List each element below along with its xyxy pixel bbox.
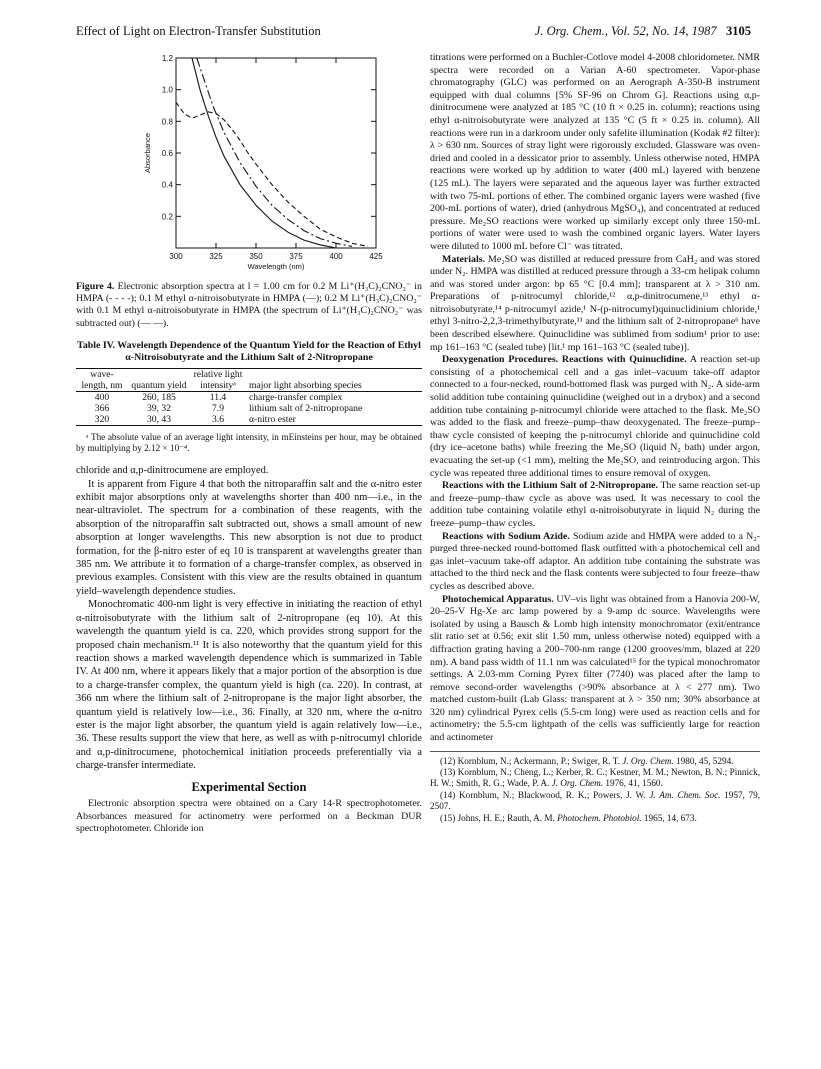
spectrum-line-dash-dot: [197, 58, 352, 246]
x-axis-label: Wavelength (nm): [247, 262, 305, 271]
x-tick-label: 300: [169, 252, 183, 261]
table-cell: 11.4: [209, 391, 227, 403]
body-paragraph: It is apparent from Figure 4 that both the nitroparaffin salt and the α-nitro ester exhibit major absorptions only at wavelengths shorter than 400 nm—i.e., in the near-ultraviolet. The spectrum for a combination of these reagents, with the absorption of the nitroparaffin salt subtracted out, shows a small amount of new absorption at longer wavelengths. This new absorption is not due to product formation, for the β-nitro ester of eq 10 is transparent at wavelengths greater than 385 nm. We attribute it to formation of a charge-transfer complex, as observed in previous examples. Consistent with this view are the results obtained in quantum yield–wavelength dependence studies.: [76, 478, 422, 597]
table-row: [76, 391, 422, 403]
y-tick-label: 0.6: [161, 149, 173, 158]
table-header-intensity: relative light intensityᵃ: [193, 368, 243, 391]
paragraph-text: UV–vis light was obtained from a Hanovia 200-W, 20–25-V Hg-Xe arc lamp powered by a 9-amp dc source. Wavelengths were isolated by using a Bausch & Lomb high intensity monochromator (exit/entrance slit ratio set at 0.56; exit slit 1.50 mm, unless otherwise noted) equipped with a diffraction grating having a 200–700-nm range (1200 grooves/mm, blazed at 220 nm). A band pass width of 11.1 nm was calculated¹⁵ for the typical monochromator settings. A 2.03-mm Corning Pyrex filter (7740) was placed after the lamp to remove second-order wavelengths (>90% absorbance at λ < 277 nm). Two matched custom-built (Lab Glass: transparent at λ > 350 nm; 30% absorbance at 320 nm) cylindrical Pyrex cells (5.5-cm long) were used as reaction cells and for actinometry; the 5.5-cm lightpath of the cells was sufficiently large for reaction and actinometer: [430, 593, 760, 744]
run-in-heading: Reactions with the Lithium Salt of 2-Nitropropane.: [442, 480, 659, 492]
right-column: [430, 52, 760, 824]
run-in-heading: Photochemical Apparatus.: [442, 593, 554, 605]
paragraph-text: Me₂SO was distilled at reduced pressure from CaH₂ and was stored under N₂. HMPA was distilled at reduced pressure through a 33-cm helipak column and was stored under argon: bp 65 °C [0.4 mm]; transparent at λ > 310 nm. Preparations of p-nitrocumyl chloride,¹² α,p-dinitrocumene,¹³ ethyl α-nitroisobutyrate,¹⁴ p-nitrocumyl azide,¹ N-(p-nitrocumyl)quinuclidinium chloride,¹ ethyl 3-nitro-2,2,3-trimethylbutyrate,¹¹ and the lithium salt of 2-nitropropane⁶ have been described elsewhere. Quinuclidine was sublimed from sodium¹ prior to use: mp 161–163 °C (sealed tube) [lit.¹ mp 161–163 °C (sealed tube)].: [430, 253, 760, 353]
reference-journal: J. Org. Chem.: [622, 755, 674, 766]
reference-journal: Photochem. Photobiol.: [557, 812, 642, 823]
figure-caption: [76, 281, 422, 330]
table-cell: 30, 43: [147, 413, 171, 425]
table-cell: charge-transfer complex: [249, 391, 343, 403]
figure-label: Figure 4.: [76, 281, 115, 292]
body-paragraph: chloride and α,p-dinitrocumene are employed.: [76, 465, 269, 477]
table-cell: 366: [94, 402, 110, 414]
reference-details: 1980, 45, 5294.: [673, 755, 734, 766]
reference-authors: (12) Kornblum, N.; Ackermann, P.; Swiger, R. T.: [440, 755, 623, 766]
paragraph-text: A reaction set-up consisting of a photochemical cell and a gas inlet–vacuum take-off adaptor connected to a four-necked, round-bottomed flask was purged with N₂. A side-arm solid addition tube containing quinuclidine (weighed out in a drybox) and a second addition tube containing p-nitrocumyl chloride were attached to the flask. Me₂SO was added to the flask and freeze–pump–thaw deoxygenated. The freeze–pump–thaw cycle consisted of keeping the p-nitrocumyl chloride and quinuclidine cold (dry ice–acetone baths) while freezing the Me₂SO (liquid N₂ bath) under argon, evacuating the set-up (<1 mm), melting the Me₂SO, and reintroducing argon. This cycle was repeated three additional times to ensure removal of oxygen.: [430, 354, 760, 479]
left-column: [76, 52, 422, 836]
table-header-species: major light absorbing species: [249, 379, 362, 391]
table-header-quantum-yield: quantum yield: [131, 379, 187, 391]
table-row: [76, 414, 422, 426]
body-paragraph: [430, 594, 760, 745]
body-paragraph: Monochromatic 400-nm light is very effective in initiating the reaction of ethyl α-nitroisobutyrate with the lithium salt of 2-nitropropane (eq 10). At this wavelength the quantum yield is ca. 220, which provides strong support for the proposed chain mechanism.¹¹ It is also noteworthy that the quantum yield for this reaction shows a marked wavelength dependence which is summarized in Table IV. At 400 nm, where it appears likely that a major portion of the absorption is due to a charge-transfer complex, the quantum yield is high (ca. 220). In contrast, at 366 nm where the lithium salt of 2-nitropropane is the major light absorber, the quantum yield is relatively low—i.e., 36. Finally, at 320 nm, where the α-nitro ester is the major light absorber, the quantum yield is again relatively low—i.e., 36. These results support the view that here, as well as with p-nitrocumyl chloride and α,p-dinitrocumene, photochemical initiation proceeds preferentially via a charge-transfer intermediate.: [76, 599, 422, 772]
y-axis-label: Absorbance: [143, 132, 152, 174]
reference-item: [430, 790, 760, 813]
reference-details: 1965, 14, 673.: [641, 812, 697, 823]
journal-citation: [535, 24, 751, 39]
y-tick-label: 0.8: [161, 117, 173, 127]
reference-item: [430, 767, 760, 790]
body-paragraph: [430, 531, 760, 594]
run-in-heading: Reactions with Sodium Azide.: [442, 530, 570, 542]
body-paragraph: Electronic absorption spectra were obtained on a Cary 14-R spectrophotometer. Absorbances measured for actinometry were performed on a Beckman DUR spectrophotometer. Chloride ion: [76, 797, 422, 835]
table-header-wavelength: wave-length, nm: [81, 368, 123, 391]
reference-authors: (14) Kornblum, N.; Blackwood, R. K.; Powers, J. W.: [440, 789, 650, 800]
reference-journal: J. Am. Chem. Soc.: [649, 789, 721, 800]
reference-authors: (13) Kornblum, N.; Cheng, L.; Kerber, R. C.; Kestner, M. M.; Newton, B. N.; Pinnick, H. W.; Smith, R. G.; Wade, P. A.: [430, 767, 760, 789]
spectrum-line-dashed: [176, 102, 368, 246]
table-cell: 320: [94, 413, 110, 425]
references: [430, 751, 760, 824]
run-in-heading: Deoxygenation Procedures. Reactions with Quinuclidine.: [442, 354, 687, 366]
body-paragraph: [430, 480, 760, 530]
reference-journal: J. Org. Chem.: [551, 778, 604, 789]
paragraph-text: titrations were performed on a Buchler-Cotlove model 4-2008 chloridometer. NMR spectra were recorded on a Varian A-60 spectrometer. Vapor-phase chromatography (GLC) was performed on an Aerograph A-350-B instrument equipped with dual columns [5% SF-96 on Chrom G]. Reactions using α,p-dinitrocumene were analyzed at 185 °C (10 ft × 0.25 in. column); reactions using ethyl α-nitroisobutyrate were analyzed at 135 °C (5 ft × 0.25 in. column). All reactions were run in a darkroom under only safelite illumination (Kodak #2 filter): λ > 630 nm. Sources of stray light were rigorously excluded. Glassware was oven-dried and cooled in a dessicator prior to assembly. Unless otherwise noted, HMPA reactions were worked up by addition to water (400 mL) layered with benzene (125 mL). The layers were separated and the aqueous layer was further extracted with two 75-mL portions of ether. The combined organic layers were washed (five 200-mL portions of water), dried (anhydrous MgSO₄), and concentrated at reduced pressure. Me₂SO reactions were worked up similarly except only three 150-mL portions of water were used to wash the combined organic layers. Water layers were diluted to 1000 mL before Cl⁻ was titrated.: [430, 52, 760, 252]
table-cell: 260, 185: [142, 391, 176, 403]
body-paragraph: [430, 354, 760, 480]
y-tick-label: 1.2: [161, 54, 173, 63]
journal-name: J. Org. Chem., Vol. 52, No. 14, 1987: [534, 24, 717, 38]
running-title: Effect of Light on Electron-Transfer Substitution: [76, 24, 321, 38]
reference-authors: (15) Johns, H. E.; Rauth, A. M.: [440, 812, 558, 823]
table-footnote: ᵃ The absolute value of an average light intensity, in mEinsteins per hour, may be obtained by multiplying by 2.12 × 10⁻⁴.: [76, 431, 422, 454]
table-cell: α-nitro ester: [249, 413, 296, 425]
reference-item: [430, 756, 760, 767]
table-cell: 400: [94, 391, 110, 403]
section-heading: Experimental Section: [191, 779, 307, 794]
table-cell: lithium salt of 2-nitropropane: [249, 402, 363, 414]
table-cell: 3.6: [212, 413, 224, 425]
table-iv: [76, 368, 422, 426]
body-paragraph: [430, 254, 760, 355]
absorption-spectrum-chart: [138, 52, 388, 277]
table-cell: 7.9: [212, 402, 224, 414]
x-tick-label: 400: [329, 252, 343, 261]
body-paragraph: [430, 52, 760, 254]
y-tick-label: 1.0: [161, 85, 173, 95]
x-tick-label: 425: [369, 252, 383, 261]
table-row: [76, 403, 422, 414]
reference-item: [430, 813, 760, 824]
spectrum-line-solid: [192, 58, 336, 248]
reference-details: 1976, 41, 1560.: [603, 778, 663, 789]
run-in-heading: Materials.: [442, 253, 486, 265]
x-tick-label: 375: [289, 252, 303, 261]
figure-caption-text: Electronic absorption spectra at l = 1.00 cm for 0.2 M Li⁺(H₃C)₂CNO₂⁻ in HMPA (- - - -); 0.1 M ethyl α-nitroisobutyrate in HMPA (—); 0.2 M Li⁺(H₃C)₂CNO₂⁻ with 0.1 M ethyl α-nitroisobutyrate in HMPA (the spectrum of Li⁺(H₃C)₂CNO₂⁻ was subtracted out) (— —).: [76, 281, 422, 329]
table-title: Table IV. Wavelength Dependence of the Quantum Yield for the Reaction of Ethyl α-Nitroisobutyrate and the Lithium Salt of 2-Nitropropane: [77, 339, 421, 363]
y-tick-label: 0.2: [161, 212, 173, 222]
x-tick-label: 350: [249, 252, 263, 261]
reference-details: 1957, 79, 2507.: [430, 789, 761, 812]
paragraph-text: The same reaction set-up and freeze–pump–thaw cycle as above was used. It was necessary to cool the addition tube containing volatile ethyl α-nitroisobutyrate in liquid N₂ during the freeze–pump–thaw cycles.: [430, 480, 761, 529]
page-number: 3105: [726, 24, 751, 38]
x-tick-label: 325: [209, 252, 223, 261]
paragraph-text: Sodium azide and HMPA were added to a N₂-purged three-necked round-bottomed flask outfitted with a photochemical cell and gas inlet–vacuum take-off adaptor. An addition tube containing the substrate was attached to the third neck and the flask contents were subjected to four freeze–thaw cycles as described above.: [430, 530, 761, 592]
y-tick-label: 0.4: [161, 180, 173, 190]
table-cell: 39, 32: [147, 402, 171, 414]
